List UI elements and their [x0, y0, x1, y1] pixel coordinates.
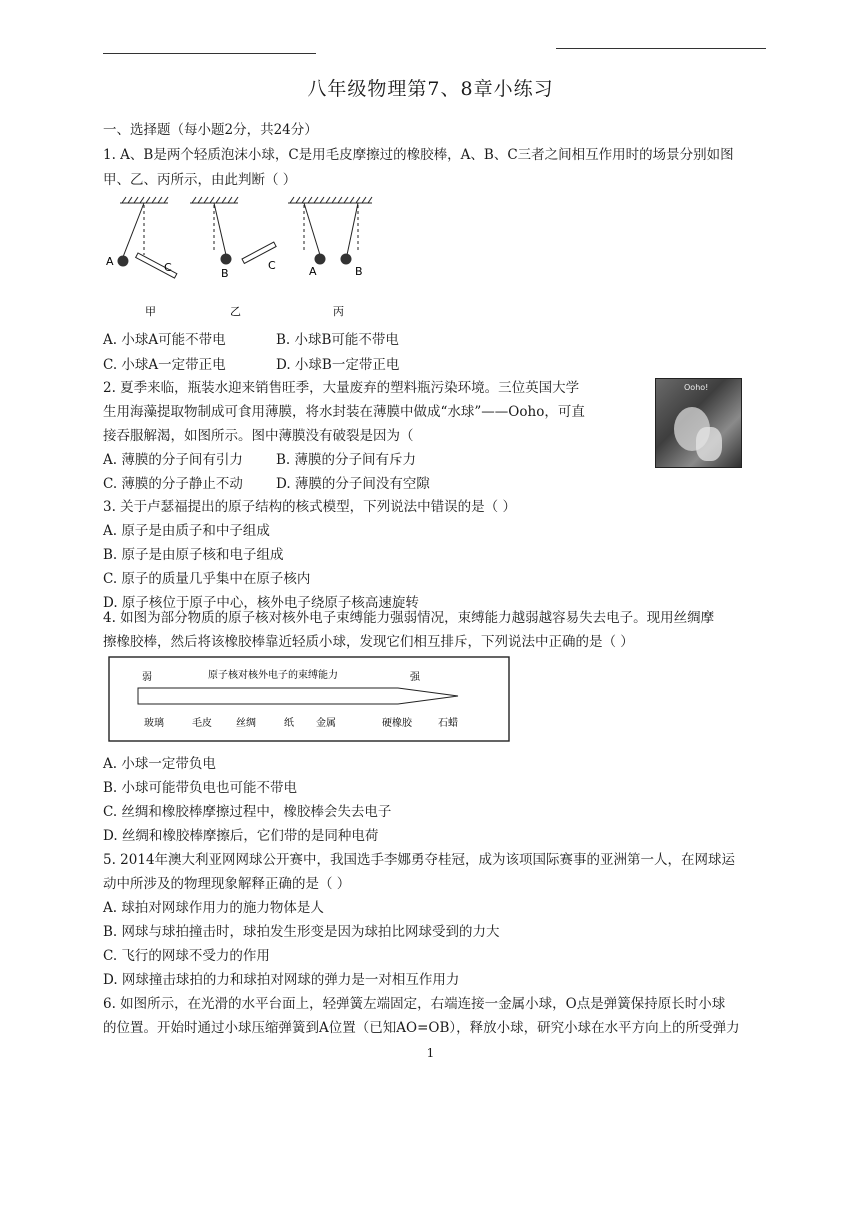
q5-stem-line1: 5. 2014年澳大利亚网网球公开赛中，我国选手李娜勇夺桂冠，成为该项国际赛事的亚洲第一人，在网球运	[103, 852, 736, 868]
q4-material-1: 毛皮	[192, 718, 212, 729]
q1-label-a3: A	[309, 265, 317, 278]
q3-option-d: D. 原子核位于原子中心，核外电子绕原子核高速旋转	[103, 595, 419, 611]
q1-option-d: D. 小球B一定带正电	[276, 357, 400, 373]
q1-label-c2: C	[268, 259, 276, 272]
q1-stem-line1: 1. A、B是两个轻质泡沫小球，C是用毛皮摩擦过的橡胶棒，A、B、C三者之间相互作用时的场景分别如图	[103, 147, 734, 163]
q4-material-5: 硬橡胶	[382, 718, 412, 729]
q4-stem-line1: 4. 如图为部分物质的原子核对核外电子束缚能力强弱情况，束缚能力越弱越容易失去电子。现用丝绸摩	[103, 610, 715, 626]
q4-binding-diagram	[108, 656, 510, 742]
q2-photo-text: Ooho!	[684, 383, 709, 392]
q4-label-strong: 强	[410, 672, 420, 683]
q2-stem-line2: 生用海藻提取物制成可食用薄膜，将水封装在薄膜中做成“水球”——Ooho，可直	[103, 404, 585, 420]
q2-option-d: D. 薄膜的分子间没有空隙	[276, 476, 430, 492]
page-title: 八年级物理第7、8章小练习	[307, 78, 554, 100]
q1-label-b3: B	[355, 265, 363, 278]
header-rule-left	[103, 53, 316, 54]
q3-option-a: A. 原子是由质子和中子组成	[103, 523, 270, 539]
q2-option-c: C. 薄膜的分子静止不动	[103, 476, 243, 492]
q2-stem-line3: 接吞服解渴，如图所示。图中薄膜没有破裂是因为（	[103, 428, 414, 444]
q6-stem-line1: 6. 如图所示，在光滑的水平台面上，轻弹簧左端固定，右端连接一金属小球，O点是弹簧保持原长时小球	[103, 996, 726, 1012]
q5-option-d: D. 网球撞击球拍的力和球拍对网球的弹力是一对相互作用力	[103, 972, 460, 988]
header-rule-right	[556, 48, 766, 49]
q5-option-c: C. 飞行的网球不受力的作用	[103, 948, 270, 964]
q4-stem-line2: 擦橡胶棒，然后将该橡胶棒靠近轻质小球，发现它们相互排斥，下列说法中正确的是（ ）	[103, 634, 634, 650]
q1-caption-yi: 乙	[230, 305, 241, 318]
q2-option-a: A. 薄膜的分子间有引力	[103, 452, 243, 468]
q4-material-6: 石蜡	[438, 718, 458, 729]
q1-option-b: B. 小球B可能不带电	[276, 332, 399, 348]
q1-label-a1: A	[106, 255, 114, 268]
q3-stem: 3. 关于卢瑟福提出的原子结构的核式模型，下列说法中错误的是（ ）	[103, 499, 516, 515]
q1-caption-bing: 丙	[333, 305, 344, 318]
q1-label-b2: B	[221, 267, 229, 280]
page-number: 1	[426, 1046, 435, 1060]
q3-option-b: B. 原子是由原子核和电子组成	[103, 547, 284, 563]
q4-material-2: 丝绸	[236, 718, 256, 729]
q5-stem-line2: 动中所涉及的物理现象解释正确的是（ ）	[103, 876, 351, 892]
q2-option-b: B. 薄膜的分子间有斥力	[276, 452, 417, 468]
q4-material-0: 玻璃	[144, 718, 164, 729]
q1-label-c1: C	[164, 261, 172, 274]
q1-figure	[100, 193, 390, 323]
q5-option-b: B. 网球与球拍撞击时，球拍发生形变是因为球拍比网球受到的力大	[103, 924, 500, 940]
q2-photo-hand	[696, 427, 722, 461]
q4-label-weak: 弱	[142, 672, 152, 683]
q1-option-a: A. 小球A可能不带电	[103, 332, 226, 348]
q4-material-4: 金属	[316, 718, 336, 729]
q3-option-c: C. 原子的质量几乎集中在原子核内	[103, 571, 311, 587]
q1-caption-jia: 甲	[145, 305, 156, 318]
q4-option-b: B. 小球可能带负电也可能不带电	[103, 780, 298, 796]
q1-option-c: C. 小球A一定带正电	[103, 357, 226, 373]
q4-chart-heading: 原子核对核外电子的束缚能力	[208, 670, 338, 681]
q4-material-3: 纸	[284, 718, 294, 729]
q4-option-a: A. 小球一定带负电	[103, 756, 216, 772]
q2-stem-line1: 2. 夏季来临，瓶装水迎来销售旺季，大量废弃的塑料瓶污染环境。三位英国大学	[103, 380, 580, 396]
section-heading: 一、选择题（每小题2分，共24分）	[103, 122, 318, 138]
q6-stem-line2: 的位置。开始时通过小球压缩弹簧到A位置（已知AO=OB），释放小球，研究小球在水平方向上的所受弹力	[103, 1020, 740, 1036]
q1-stem-line2: 甲、乙、丙所示，由此判断（ ）	[103, 172, 297, 188]
q4-option-c: C. 丝绸和橡胶棒摩擦过程中，橡胶棒会失去电子	[103, 804, 392, 820]
q4-option-d: D. 丝绸和橡胶棒摩擦后，它们带的是同种电荷	[103, 828, 379, 844]
q5-option-a: A. 球拍对网球作用力的施力物体是人	[103, 900, 324, 916]
q2-photo	[655, 378, 742, 468]
